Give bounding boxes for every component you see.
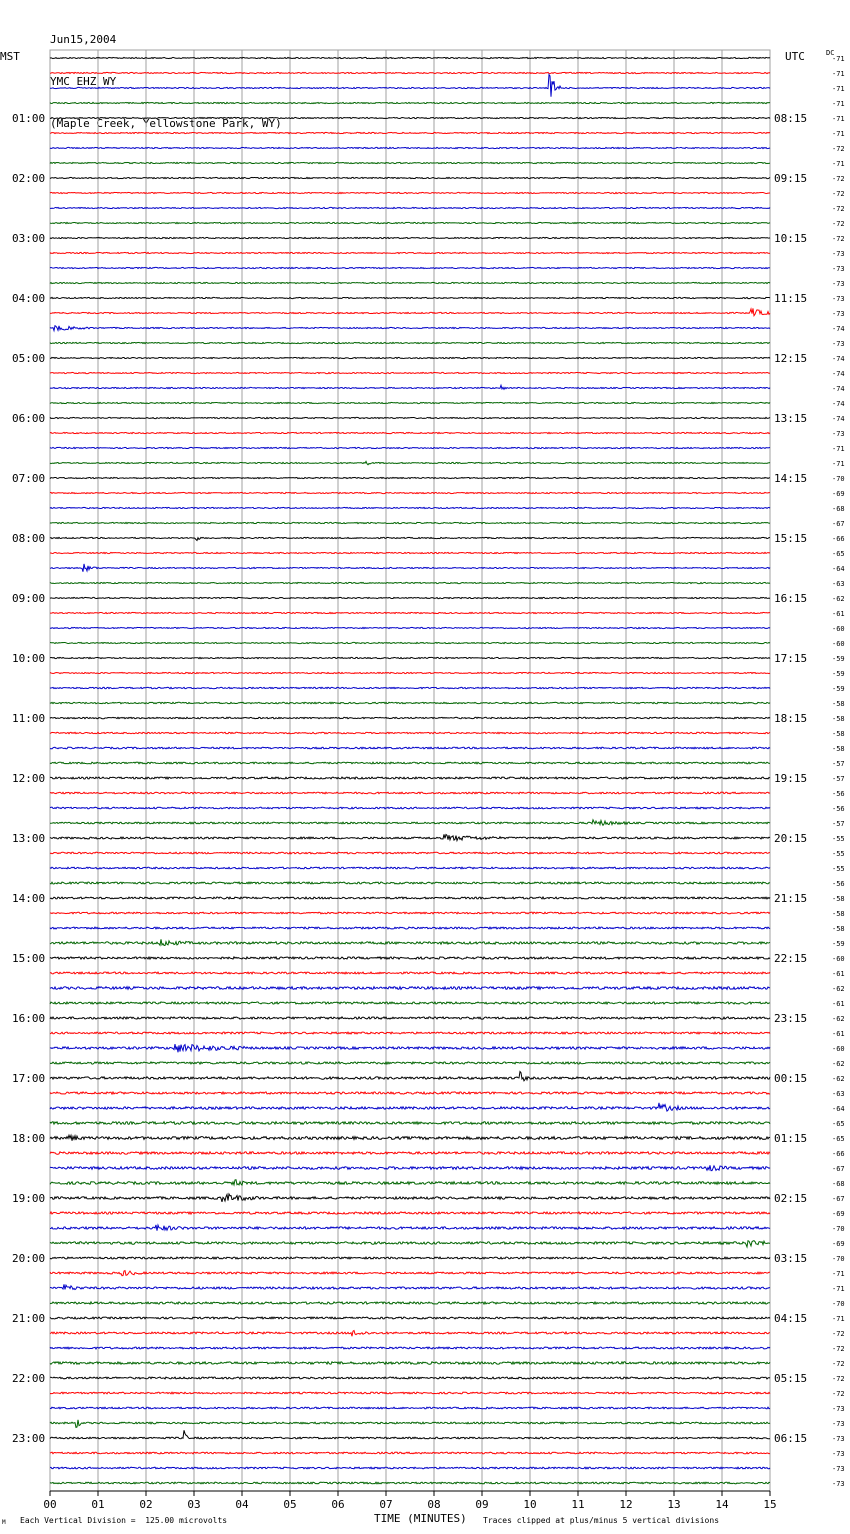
dc-offset-label: -58 (832, 910, 845, 918)
right-hour-label: 08:15 (774, 112, 808, 125)
dc-offset-label: -73 (832, 1435, 845, 1443)
right-hour-label: 00:15 (774, 1072, 808, 1085)
seismic-trace-blue (50, 927, 770, 929)
seismic-trace-red (50, 1392, 770, 1394)
x-tick-label: 11 (571, 1498, 585, 1511)
dc-offset-label: -73 (832, 1405, 845, 1413)
dc-offset-label: -70 (832, 1300, 845, 1308)
dc-offset-label: -58 (832, 715, 845, 723)
seismic-trace-blue (50, 385, 770, 389)
seismic-trace-blue (50, 1165, 770, 1170)
seismic-trace-green (50, 282, 770, 283)
dc-offset-label: -72 (832, 220, 845, 228)
left-hour-label: 23:00 (12, 1432, 46, 1445)
dc-offset-label: -65 (832, 550, 845, 558)
left-hour-label: 11:00 (12, 712, 46, 725)
right-hour-label: 19:15 (774, 772, 808, 785)
dc-offset-label: -72 (832, 1330, 845, 1338)
dc-offset-label: -70 (832, 1225, 845, 1233)
seismic-trace-blue (50, 147, 770, 148)
seismic-trace-black (50, 1072, 770, 1081)
dc-offset-label: -70 (832, 475, 845, 483)
dc-offset-label: -58 (832, 925, 845, 933)
dc-offset-label: -69 (832, 490, 845, 498)
seismic-trace-red (50, 72, 770, 73)
left-hour-label: 06:00 (12, 412, 46, 425)
dc-offset-label: -58 (832, 745, 845, 753)
dc-offset-label: -58 (832, 700, 845, 708)
seismic-trace-black (50, 597, 770, 598)
dc-offset-label: -60 (832, 955, 845, 963)
seismic-trace-red (50, 732, 770, 733)
right-hour-labels (774, 112, 807, 1445)
seismic-trace-black (50, 1430, 770, 1439)
dc-offset-label: -71 (832, 70, 845, 78)
right-hour-label: 11:15 (774, 292, 808, 305)
seismic-trace-blue (50, 1103, 770, 1111)
seismic-trace-black (50, 1194, 770, 1202)
seismic-trace-red (50, 1331, 770, 1337)
x-tick-label: 15 (763, 1498, 777, 1511)
dc-offset-label: -73 (832, 1420, 845, 1428)
x-tick-label: 10 (523, 1498, 537, 1511)
dc-offset-label: -74 (832, 385, 845, 393)
seismic-trace-green (50, 222, 770, 223)
right-hour-label: 01:15 (774, 1132, 808, 1145)
dc-offset-label: -55 (832, 835, 845, 843)
station-location: (Maple Creek, Yellowstone Park, WY) (50, 117, 282, 130)
seismic-trace-black (50, 777, 770, 779)
dc-offset-label: -73 (832, 280, 845, 288)
dc-offset-label: -57 (832, 820, 845, 828)
dc-offset-label: -71 (832, 85, 845, 93)
dc-offset-label: -72 (832, 1375, 845, 1383)
seismic-trace-black (50, 357, 770, 358)
left-hour-label: 13:00 (12, 832, 46, 845)
seismic-trace-green (50, 1482, 770, 1484)
right-hour-label: 04:15 (774, 1312, 808, 1325)
left-hour-label: 12:00 (12, 772, 46, 785)
dc-offset-label: -71 (832, 160, 845, 168)
dc-offset-label: -71 (832, 460, 845, 468)
dc-offset-label: -57 (832, 775, 845, 783)
dc-column-title: DC (826, 49, 835, 57)
seismic-trace-green (50, 820, 770, 826)
dc-offset-label: -72 (832, 205, 845, 213)
seismic-trace-red (50, 192, 770, 193)
dc-offset-label: -74 (832, 400, 845, 408)
dc-offset-label: -65 (832, 1135, 845, 1143)
left-hour-label: 10:00 (12, 652, 46, 665)
right-hour-label: 13:15 (774, 412, 808, 425)
dc-offset-labels (832, 55, 845, 1488)
seismic-trace-black (50, 717, 770, 718)
right-hour-label: 18:15 (774, 712, 808, 725)
seismic-trace-red (50, 1032, 770, 1034)
dc-offset-label: -59 (832, 655, 845, 663)
seismic-trace-green (50, 102, 770, 103)
seismic-trace-red (50, 252, 770, 253)
seismic-trace-black (50, 417, 770, 418)
seismic-trace-blue (50, 507, 770, 508)
seismic-trace-blue (50, 747, 770, 749)
dc-offset-label: -72 (832, 1345, 845, 1353)
dc-offset-label: -74 (832, 325, 845, 333)
x-tick-label: 07 (379, 1498, 393, 1511)
left-hour-label: 01:00 (12, 112, 46, 125)
dc-offset-label: -58 (832, 895, 845, 903)
x-tick-label: 00 (43, 1498, 57, 1511)
record-date: Jun15,2004 (50, 33, 117, 46)
dc-offset-label: -74 (832, 370, 845, 378)
seismic-trace-black (50, 537, 770, 540)
seismic-trace-blue (50, 564, 770, 572)
dc-offset-label: -71 (832, 55, 845, 63)
x-tick-label: 13 (667, 1498, 681, 1511)
seismic-trace-blue (50, 987, 770, 990)
seismic-trace-blue (50, 207, 770, 208)
x-axis-title: TIME (MINUTES) (374, 1512, 467, 1525)
dc-offset-label: -61 (832, 1030, 845, 1038)
dc-offset-label: -56 (832, 790, 845, 798)
dc-offset-label: -62 (832, 985, 845, 993)
seismic-trace-black (50, 897, 770, 899)
seismic-trace-red (50, 552, 770, 553)
trace-group (50, 57, 770, 1483)
seismic-trace-black (50, 834, 770, 840)
dc-offset-label: -59 (832, 940, 845, 948)
dc-offset-label: -74 (832, 355, 845, 363)
seismic-trace-red (50, 1212, 770, 1214)
right-hour-label: 05:15 (774, 1372, 808, 1385)
dc-offset-label: -73 (832, 1465, 845, 1473)
dc-offset-label: -62 (832, 595, 845, 603)
seismic-trace-green (50, 1180, 770, 1185)
dc-offset-label: -58 (832, 730, 845, 738)
plot-frame (50, 50, 770, 1491)
right-hour-label: 10:15 (774, 232, 808, 245)
left-hour-labels (12, 112, 45, 1445)
seismic-trace-red (50, 372, 770, 373)
seismic-trace-blue (50, 326, 770, 331)
seismic-trace-green (50, 342, 770, 343)
seismic-trace-red (50, 972, 770, 974)
right-hour-label: 21:15 (774, 892, 808, 905)
seismic-trace-green (50, 1122, 770, 1125)
dc-offset-label: -68 (832, 1180, 845, 1188)
right-hour-label: 06:15 (774, 1432, 808, 1445)
seismic-trace-green (50, 582, 770, 583)
left-hour-label: 19:00 (12, 1192, 46, 1205)
x-tick-label: 09 (475, 1498, 489, 1511)
left-hour-label: 22:00 (12, 1372, 46, 1385)
footer-corner-mark: M (2, 1519, 6, 1526)
seismic-trace-black (50, 237, 770, 238)
dc-offset-label: -71 (832, 1315, 845, 1323)
seismic-trace-green (50, 461, 770, 464)
dc-offset-label: -57 (832, 760, 845, 768)
seismic-trace-green (50, 1062, 770, 1064)
dc-offset-label: -62 (832, 1060, 845, 1068)
seismic-trace-green (50, 702, 770, 703)
seismic-trace-blue (50, 807, 770, 809)
x-tick-label: 02 (139, 1498, 153, 1511)
dc-offset-label: -56 (832, 880, 845, 888)
x-tick-label: 01 (91, 1498, 105, 1511)
dc-offset-label: -68 (832, 505, 845, 513)
seismic-trace-black (50, 297, 770, 298)
seismic-trace-blue (50, 1044, 770, 1052)
left-hour-label: 20:00 (12, 1252, 46, 1265)
seismic-trace-green (50, 522, 770, 523)
right-hour-label: 03:15 (774, 1252, 808, 1265)
dc-offset-label: -70 (832, 1255, 845, 1263)
footer-clip-note: Traces clipped at plus/minus 5 vertical divisions (483, 1516, 720, 1525)
left-hour-label: 04:00 (12, 292, 46, 305)
seismic-trace-black (50, 1257, 770, 1259)
seismic-trace-green (50, 1302, 770, 1304)
dc-offset-label: -66 (832, 535, 845, 543)
right-hour-label: 23:15 (774, 1012, 808, 1025)
dc-offset-label: -55 (832, 865, 845, 873)
seismic-trace-red (50, 432, 770, 433)
left-hour-label: 09:00 (12, 592, 46, 605)
seismic-trace-red (50, 492, 770, 493)
dc-offset-label: -73 (832, 265, 845, 273)
seismic-trace-red (50, 912, 770, 914)
right-hour-label: 16:15 (774, 592, 808, 605)
seismic-trace-black (50, 177, 770, 178)
seismic-trace-green (50, 882, 770, 884)
left-hour-label: 07:00 (12, 472, 46, 485)
left-hour-label: 21:00 (12, 1312, 46, 1325)
dc-offset-label: -61 (832, 610, 845, 618)
dc-offset-label: -71 (832, 1285, 845, 1293)
dc-offset-label: -73 (832, 250, 845, 258)
seismic-trace-black (50, 477, 770, 478)
dc-offset-label: -69 (832, 1240, 845, 1248)
seismic-trace-red (50, 672, 770, 673)
dc-offset-label: -71 (832, 130, 845, 138)
seismic-trace-blue (50, 1347, 770, 1349)
seismic-trace-black (50, 1317, 770, 1319)
seismic-trace-black (50, 57, 770, 58)
grid-lines (50, 50, 770, 1491)
right-axis-title: UTC (785, 50, 805, 63)
dc-offset-label: -67 (832, 520, 845, 528)
dc-offset-label: -67 (832, 1165, 845, 1173)
seismic-trace-red (50, 612, 770, 613)
right-hour-label: 22:15 (774, 952, 808, 965)
seismic-trace-green (50, 162, 770, 163)
right-hour-label: 09:15 (774, 172, 808, 185)
station-code: YMC EHZ WY (50, 75, 117, 88)
seismic-trace-green (50, 402, 770, 403)
seismic-trace-black (50, 1377, 770, 1379)
right-hour-label: 20:15 (774, 832, 808, 845)
dc-offset-label: -56 (832, 805, 845, 813)
seismic-trace-green (50, 1241, 770, 1247)
dc-offset-label: -66 (832, 1150, 845, 1158)
dc-offset-label: -67 (832, 1195, 845, 1203)
seismic-trace-red (50, 308, 770, 315)
left-hour-label: 08:00 (12, 532, 46, 545)
seismic-trace-green (50, 939, 770, 945)
seismic-trace-black (50, 117, 770, 118)
seismic-trace-red (50, 1152, 770, 1154)
x-axis (43, 1491, 776, 1511)
dc-offset-label: -74 (832, 415, 845, 423)
x-tick-label: 06 (331, 1498, 345, 1511)
x-tick-label: 04 (235, 1498, 249, 1511)
left-axis-title: MST (0, 50, 20, 63)
dc-offset-label: -72 (832, 190, 845, 198)
dc-offset-label: -69 (832, 1210, 845, 1218)
seismic-trace-green (50, 1420, 770, 1428)
footer-scale-note: Each Vertical Division = 125.00 microvolts (20, 1516, 228, 1525)
dc-offset-label: -60 (832, 625, 845, 633)
dc-offset-label: -73 (832, 430, 845, 438)
dc-offset-label: -72 (832, 1360, 845, 1368)
left-hour-label: 15:00 (12, 952, 46, 965)
dc-offset-label: -64 (832, 565, 845, 573)
dc-offset-label: -71 (832, 445, 845, 453)
x-tick-label: 14 (715, 1498, 729, 1511)
dc-offset-label: -73 (832, 1480, 845, 1488)
left-hour-label: 18:00 (12, 1132, 46, 1145)
dc-offset-label: -72 (832, 175, 845, 183)
seismic-trace-black (50, 1135, 770, 1141)
dc-offset-label: -61 (832, 970, 845, 978)
dc-offset-label: -72 (832, 145, 845, 153)
seismic-trace-blue (50, 447, 770, 448)
seismic-trace-blue (50, 627, 770, 628)
dc-offset-label: -55 (832, 850, 845, 858)
seismic-trace-red (50, 792, 770, 794)
dc-offset-label: -61 (832, 1000, 845, 1008)
seismic-trace-blue (50, 267, 770, 268)
left-hour-label: 14:00 (12, 892, 46, 905)
dc-offset-label: -63 (832, 580, 845, 588)
seismic-trace-black (50, 1017, 770, 1019)
seismic-trace-red (50, 1092, 770, 1094)
left-hour-label: 16:00 (12, 1012, 46, 1025)
x-tick-label: 08 (427, 1498, 441, 1511)
seismic-trace-black (50, 957, 770, 959)
right-hour-label: 17:15 (774, 652, 808, 665)
right-hour-label: 12:15 (774, 352, 808, 365)
dc-offset-label: -71 (832, 115, 845, 123)
left-hour-label: 05:00 (12, 352, 46, 365)
dc-offset-label: -73 (832, 1450, 845, 1458)
seismic-trace-blue (50, 1225, 770, 1231)
dc-offset-label: -63 (832, 1090, 845, 1098)
seismic-trace-blue (50, 1467, 770, 1469)
right-hour-label: 02:15 (774, 1192, 808, 1205)
seismic-trace-red (50, 1271, 770, 1276)
seismic-trace-green (50, 762, 770, 764)
seismic-trace-red (50, 852, 770, 854)
x-tick-label: 03 (187, 1498, 201, 1511)
left-hour-label: 17:00 (12, 1072, 46, 1085)
seismic-trace-blue (50, 1407, 770, 1409)
left-hour-label: 03:00 (12, 232, 46, 245)
seismic-trace-red (50, 132, 770, 133)
seismic-trace-blue (50, 867, 770, 869)
dc-offset-label: -59 (832, 685, 845, 693)
seismic-trace-green (50, 1362, 770, 1364)
dc-offset-label: -73 (832, 310, 845, 318)
seismic-trace-green (50, 1002, 770, 1004)
dc-offset-label: -60 (832, 1045, 845, 1053)
dc-offset-label: -72 (832, 235, 845, 243)
seismic-trace-red (50, 1452, 770, 1454)
x-tick-label: 12 (619, 1498, 633, 1511)
seismic-trace-black (50, 657, 770, 658)
dc-offset-label: -73 (832, 340, 845, 348)
seismic-trace-blue (50, 75, 770, 97)
dc-offset-label: -72 (832, 1390, 845, 1398)
dc-offset-label: -71 (832, 1270, 845, 1278)
dc-offset-label: -60 (832, 640, 845, 648)
dc-offset-label: -71 (832, 100, 845, 108)
dc-offset-label: -65 (832, 1120, 845, 1128)
right-hour-label: 15:15 (774, 532, 808, 545)
dc-offset-label: -64 (832, 1105, 845, 1113)
dc-offset-label: -59 (832, 670, 845, 678)
seismic-trace-blue (50, 687, 770, 688)
dc-offset-label: -73 (832, 295, 845, 303)
left-hour-label: 02:00 (12, 172, 46, 185)
dc-offset-label: -62 (832, 1075, 845, 1083)
right-hour-label: 14:15 (774, 472, 808, 485)
seismic-trace-green (50, 642, 770, 643)
x-tick-label: 05 (283, 1498, 297, 1511)
dc-offset-label: -62 (832, 1015, 845, 1023)
seismic-trace-blue (50, 1284, 770, 1289)
